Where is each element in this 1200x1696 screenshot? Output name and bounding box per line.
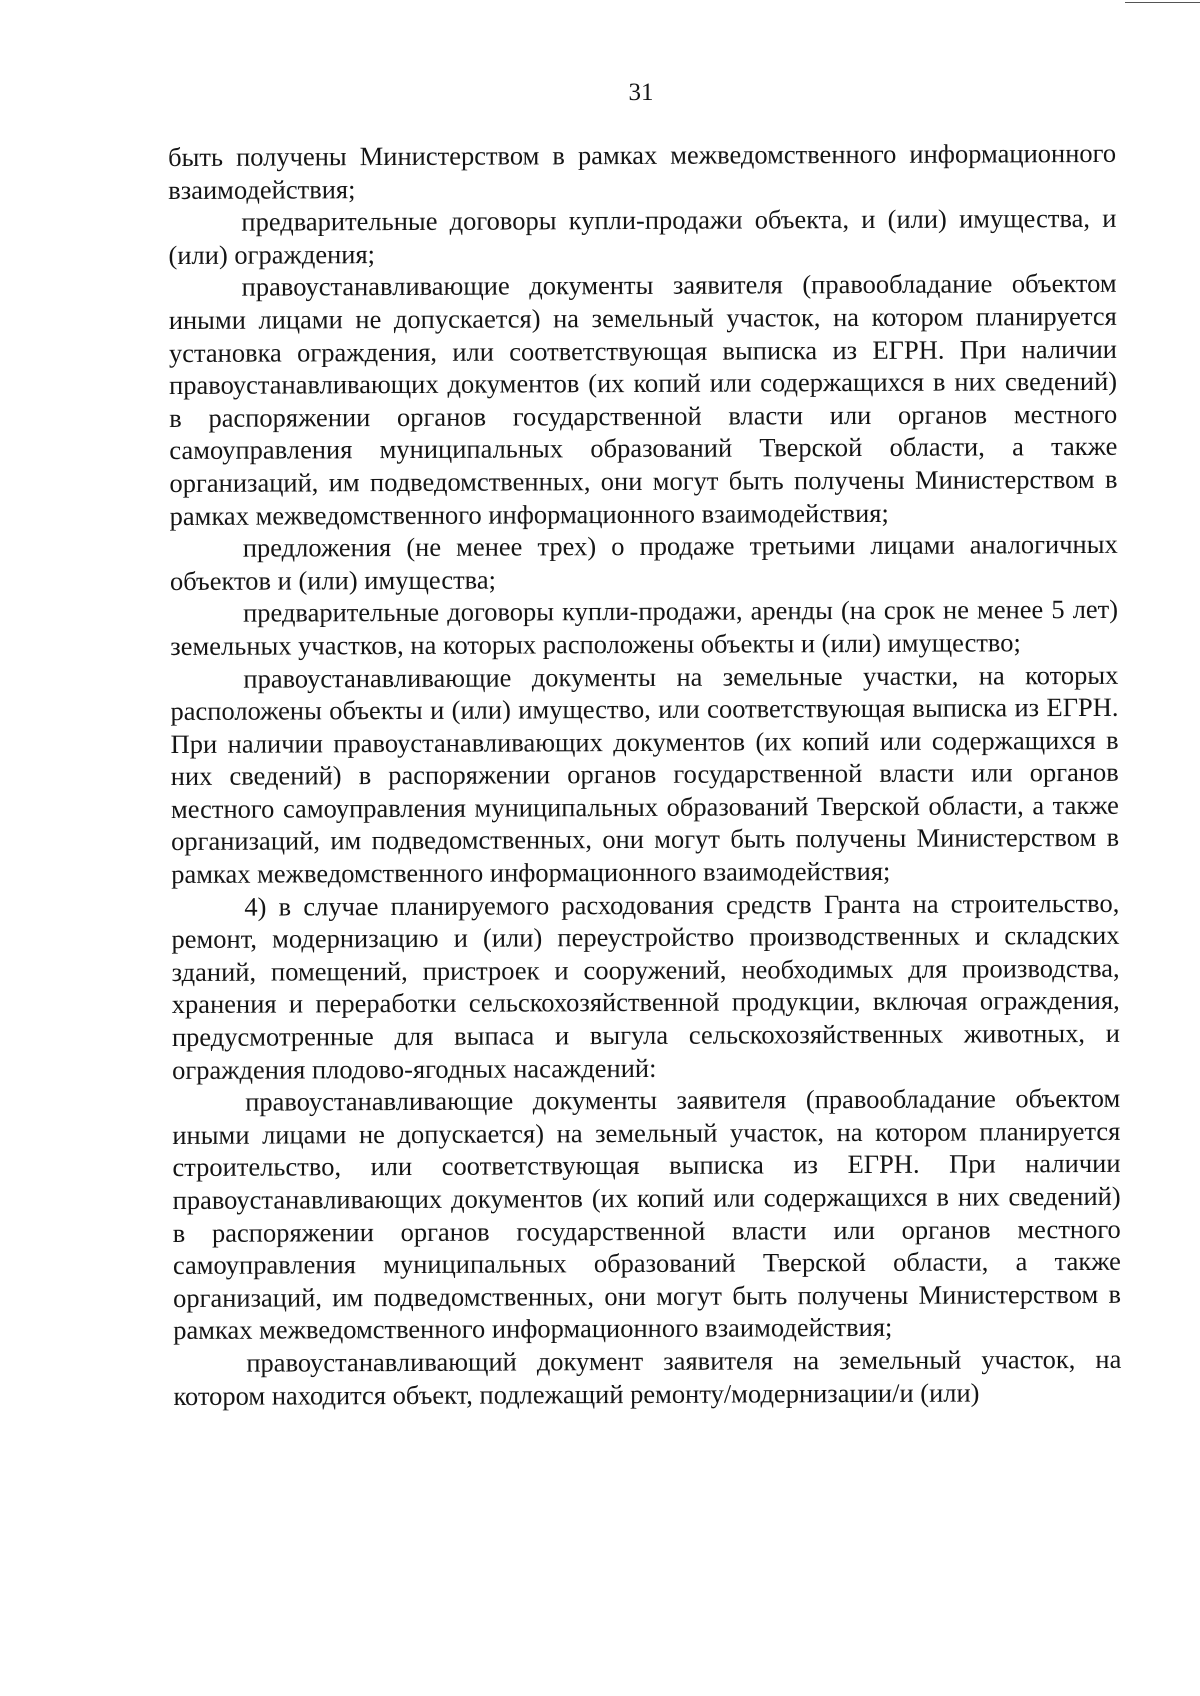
page-number: 31	[628, 79, 654, 106]
paragraph-land-title-documents: правоустанавливающие документы на земельные участки, на которых расположены объекты и (или) имущество, или соответствующая выписка из ЕГРН. При наличии правоустанавливающих документов (их копий или содержащихся в них сведений) в распоряжении органов государственной власти или органов местного самоуправления муниципальных образований Тверской области, а также организаций, им подведомственных, они могут быть получены Министерством в рамках межведомственного информационного взаимодействия;	[170, 659, 1120, 890]
paragraph-title-documents-fence: правоустанавливающие документы заявителя (правообладание объектом иными лицами не допускается) на земельный участок, на котором планируется установка ограждения, или соответствующая выписка из ЕГРН. При наличии правоустанавливающих документов (их копий или содержащихся в них сведений) в распоряжении органов государственной власти или органов местного самоуправления муниципальных образований Тверской области, а также организаций, им подведомственных, они могут быть получены Министерством в рамках межведомственного информационного взаимодействия;	[168, 268, 1118, 531]
scan-edge-line	[1125, 2, 1200, 3]
paragraph-item-4-construction: 4) в случае планируемого расходования средств Гранта на строительство, ремонт, модернизацию и (или) переустройство производственных и складских зданий, помещений, пристроек и сооружений, необходимых для производства, хранения и переработки сельскохозяйственной продукции, включая ограждения, предусмотренные для выпаса и выгула сельскохозяйственных животных, и ограждения плодово-ягодных насаждений:	[171, 887, 1120, 1085]
body-text	[168, 137, 1122, 1412]
paragraph-sale-offers: предложения (не менее трех) о продаже третьими лицами аналогичных объектов и (или) имущества;	[169, 528, 1118, 596]
paragraph-preliminary-contracts-fence: предварительные договоры купли-продажи объекта, и (или) имущества, и (или) ограждения;	[168, 203, 1117, 270]
paragraph-title-documents-construction: правоустанавливающие документы заявителя (правообладание объектом иными лицами не допускается) на земельный участок, на котором планируется строительство, или соответствующая выписка из ЕГРН. При наличии правоустанавливающих документов (их копий или содержащихся в них сведений) в распоряжении органов государственной власти или органов местного самоуправления муниципальных образований Тверской области, а также организаций, им подведомственных, они могут быть получены Министерством в рамках межведомственного информационного взаимодействия;	[172, 1083, 1122, 1346]
paragraph-land-contracts: предварительные договоры купли-продажи, аренды (на срок не менее 5 лет) земельных участков, на которых расположены объекты и (или) имущество;	[170, 594, 1119, 661]
paragraph-title-document-repair: правоустанавливающий документ заявителя на земельный участок, на котором находится объект, подлежащий ремонту/модернизации/и (или)	[173, 1343, 1122, 1411]
paragraph-continuation: быть получены Министерством в рамках межведомственного информационного взаимодействия;	[168, 137, 1117, 205]
